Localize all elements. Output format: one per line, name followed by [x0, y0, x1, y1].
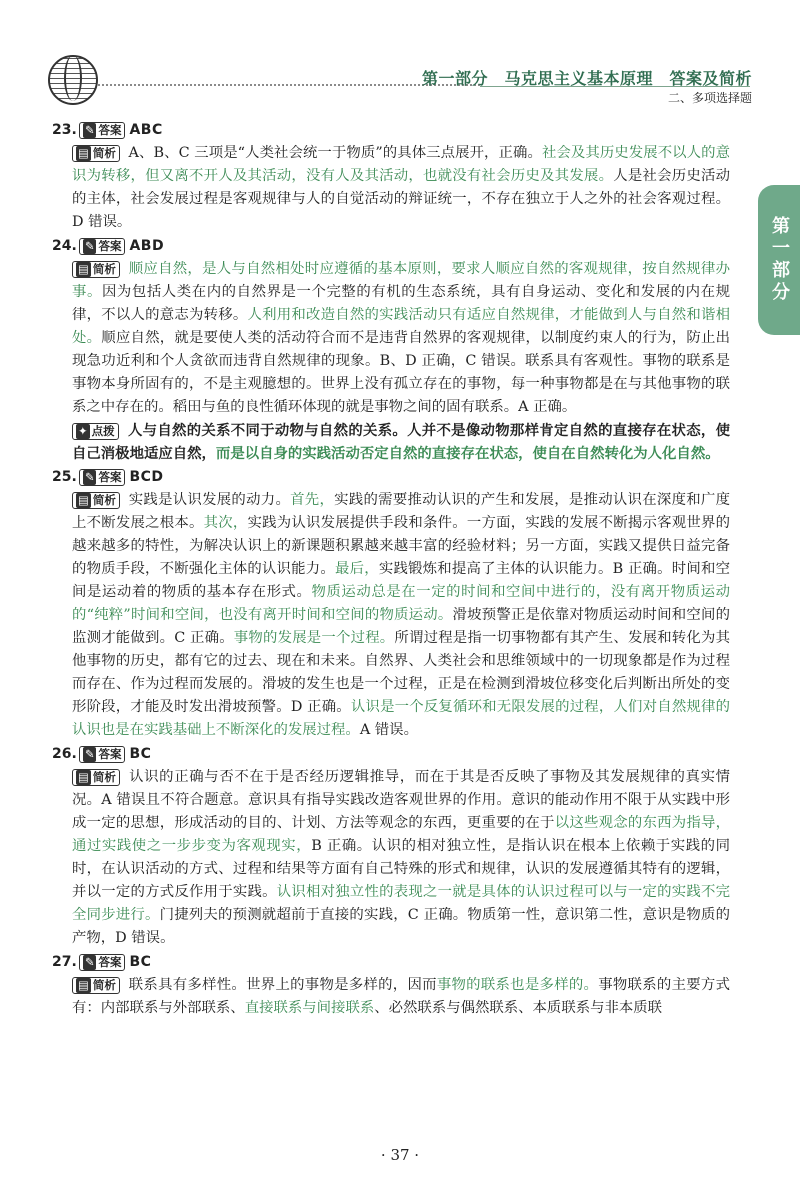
pencil-icon: ✎ — [84, 746, 95, 761]
answer-value: BCD — [129, 468, 164, 485]
answer-tag: ✎ 答案 — [79, 746, 126, 763]
text-segment: 最后， — [334, 561, 379, 577]
side-section-tab: 第一部分 — [758, 185, 800, 335]
pencil-icon: ✎ — [84, 122, 95, 137]
text-segment: 其次， — [203, 515, 248, 531]
text-segment: B 正确。认识的相对独立性，是指认识在根本上依赖于实践的同时，在认识活动的方式、过程和结果等方面有自己特殊的形式和规律，认识的发展遵循其特有的逻辑，并以一定的方式反作用于实践。 — [72, 838, 730, 900]
analysis-tag: ▤ 简析 — [72, 261, 120, 278]
header-subtitle: 二、多项选择题 — [667, 91, 752, 105]
answer-content — [52, 118, 730, 1020]
page-number: · 37 · — [380, 1146, 420, 1164]
book-icon: ▤ — [78, 769, 89, 784]
question-header — [52, 118, 730, 142]
question-header — [52, 950, 730, 974]
question-header — [52, 465, 730, 489]
lightbulb-icon: ✦ — [78, 423, 88, 438]
text-segment: 认识相对独立性的表现之一就是具体的认识过程可以与一定的实践不完全同步进行。 — [72, 884, 730, 923]
book-icon: ▤ — [78, 145, 89, 160]
answer-value: BC — [129, 953, 152, 970]
analysis-tag: ▤ 简析 — [72, 977, 120, 994]
tip-text — [72, 419, 730, 465]
answer-tag: ✎ 答案 — [79, 238, 126, 255]
text-segment: 人是社会历史活动的主体，社会发展过程是客观规律与人的自觉活动的辩证统一，不存在独立于人之外的社会客观过程。D 错误。 — [72, 168, 730, 230]
analysis-text — [72, 766, 730, 950]
question-number: 26. — [52, 745, 77, 762]
answer-value: BC — [129, 745, 152, 762]
text-segment: 实践为认识发展提供手段和条件。一方面，实践的发展不断揭示客观世界的越来越多的特性，为解决认识上的新课题积累越来越丰富的经验材料；另一方面，实践又提供日益完备的物质手段，不断强化主体的认识能力。 — [72, 515, 730, 577]
text-segment: 人与自然的关系不同于动物与自然的关系。人并不是像动物那样肯定自然的直接存在状态，使自己消极地适应自然， — [72, 422, 730, 462]
text-segment: 认识的正确与否不在于是否经历逻辑推导，而在于其是否反映了事物及其发展规律的真实情况。A 错误且不符合题意。意识具有指导实践改造客观世界的作用。意识的能动作用不限于从实践中形成一定的思想，形成活动的目的、计划、方法等观念的东西，更重要的在于 — [72, 769, 730, 831]
analysis-text — [72, 142, 730, 234]
analysis-text — [72, 258, 730, 419]
text-segment: 实践的需要推动认识的产生和发展，是推动认识在深度和广度上不断发展之根本。 — [72, 492, 730, 531]
question-23 — [52, 118, 730, 234]
text-segment: 实践锻炼和提高了主体的认识能力。B 正确。时间和空间是运动着的物质的基本存在形式。 — [72, 561, 730, 600]
text-segment: 直接联系与间接联系 — [244, 1000, 375, 1016]
answer-value: ABC — [129, 121, 163, 138]
text-segment: 联系具有多样性。世界上的事物是多样的，因而 — [128, 977, 437, 993]
text-segment: 人利用和改造自然的实践活动只有适应自然规律，才能做到人与自然和谐相处。 — [72, 307, 730, 346]
question-number: 25. — [52, 468, 77, 485]
question-number: 27. — [52, 953, 77, 970]
question-27 — [52, 950, 730, 1020]
analysis-tag: ▤ 简析 — [72, 769, 120, 786]
analysis-tag: ▤ 简析 — [72, 492, 120, 509]
text-segment: 因为包括人类在内的自然界是一个完整的有机的生态系统，具有自身运动、变化和发展的内在规律，不以人的意志为转移。 — [72, 284, 730, 323]
text-segment: 认识是一个反复循环和无限发展的过程，人们对自然规律的认识也是在实践基础上不断深化的发展过程。 — [72, 699, 730, 738]
pencil-icon: ✎ — [84, 469, 95, 484]
question-26 — [52, 742, 730, 950]
question-25 — [52, 465, 730, 742]
header-title: 第一部分 马克思主义基本原理 答案及简析 — [421, 69, 752, 88]
text-segment: 实践是认识发展的动力。 — [128, 492, 291, 508]
text-segment: 首先， — [290, 492, 335, 508]
book-icon: ▤ — [78, 977, 89, 992]
text-segment: A、B、C 三项是“人类社会统一于物质”的具体三点展开，正确。 — [128, 145, 542, 161]
question-number: 24. — [52, 237, 77, 254]
book-icon: ▤ — [78, 492, 89, 507]
globe-icon — [48, 55, 98, 105]
text-segment: 顺应自然，就是要使人类的活动符合而不是违背自然界的客观规律，以制度约束人的行为，防止出现急功近利和个人贪欲而违背自然规律的现象。B、D 正确，C 错误。联系具有客观性。事物的联系是事物本身所固有的，不是主观臆想的。世界上没有孤立存在的事物，每一种事物都是在与其他事物的联系之中存在的。稻田与鱼的良性循环体现的就是事物之间的固有联系。A 正确。 — [72, 330, 730, 415]
text-segment: 门捷列夫的预测就超前于直接的实践，C 正确。物质第一性，意识第二性，意识是物质的产物，D 错误。 — [72, 907, 730, 946]
analysis-tag: ▤ 简析 — [72, 145, 120, 162]
text-segment: 以这些观念的东西为指导，通过实践使之一步步变为客观现实， — [72, 815, 730, 854]
analysis-text — [72, 974, 730, 1020]
question-24 — [52, 234, 730, 465]
question-number: 23. — [52, 121, 77, 138]
text-segment: 顺应自然，是人与自然相处时应遵循的基本原则，要求人顺应自然的客观规律，按自然规律办事。 — [72, 261, 730, 300]
question-header — [52, 742, 730, 766]
text-segment: 事物的发展是一个过程。 — [233, 630, 395, 646]
text-segment: 滑坡预警正是依靠对物质运动时间和空间的监测才能做到。C 正确。 — [72, 607, 730, 646]
book-icon: ▤ — [78, 261, 89, 276]
text-segment: 事物的联系也是多样的。 — [436, 977, 599, 993]
question-header — [52, 234, 730, 258]
text-segment: 所谓过程是指一切事物都有其产生、发展和转化为其他事物的历史，都有它的过去、现在和未来。自然界、人类社会和思维领域中的一切现象都是作为过程而存在、作为过程而发展的。滑坡的发生也是一个过程，正是在检测到滑坡位移变化后判断出所处的变形阶段，才能及时发出滑坡预警。D 正确。 — [72, 630, 730, 715]
analysis-text — [72, 489, 730, 742]
answer-value: ABD — [129, 237, 165, 254]
text-segment: 物质运动总是在一定的时间和空间中进行的，没有离开物质运动的“纯粹”时间和空间，也没有离开时间和空间的物质运动。 — [72, 584, 730, 623]
text-segment: 事物联系的主要方式有：内部联系与外部联系、 — [72, 977, 730, 1016]
text-segment: 而是以自身的实践活动否定自然的直接存在状态，使自在自然转化为人化自然。 — [215, 445, 720, 462]
pencil-icon: ✎ — [84, 238, 95, 253]
text-segment: 社会及其历史发展不以人的意识为转移，但又离不开人及其活动，没有人及其活动，也就没有社会历史及其发展。 — [72, 145, 730, 184]
pencil-icon: ✎ — [84, 954, 95, 969]
answer-tag: ✎ 答案 — [79, 122, 126, 139]
answer-tag: ✎ 答案 — [79, 469, 126, 486]
tip-tag: ✦ 点拨 — [72, 423, 119, 440]
answer-tag: ✎ 答案 — [79, 954, 126, 971]
text-segment: 、必然联系与偶然联系、本质联系与非本质联 — [374, 1000, 663, 1016]
text-segment: A 错误。 — [359, 722, 418, 738]
